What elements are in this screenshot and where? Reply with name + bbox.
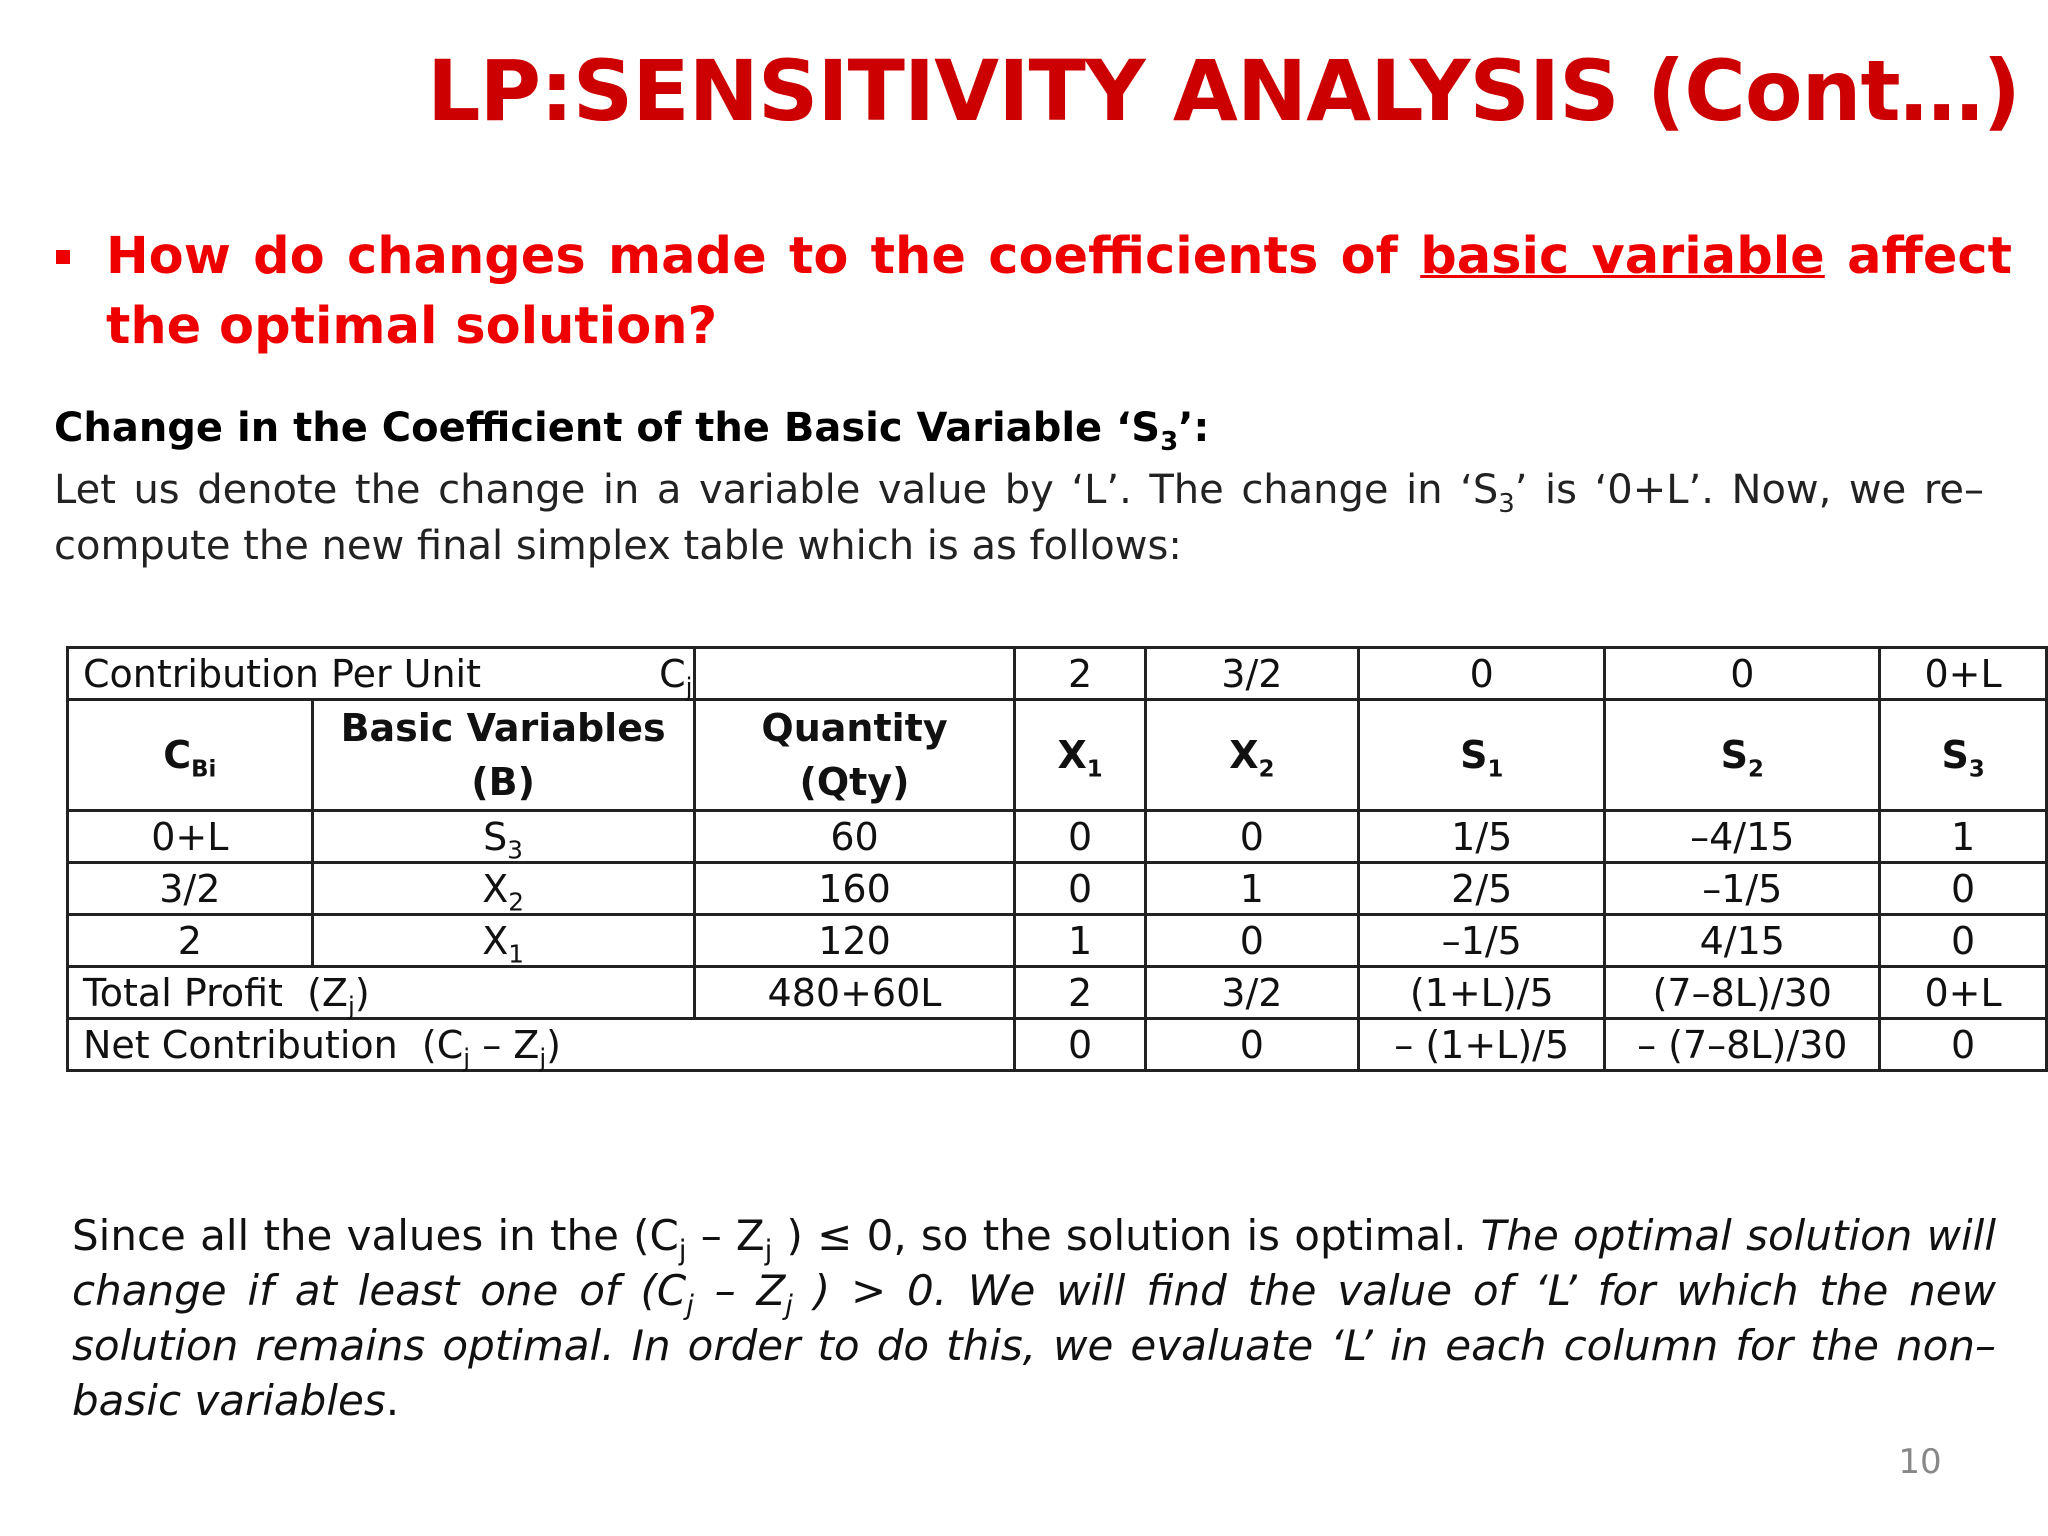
question-text xyxy=(106,222,2012,362)
table-row xyxy=(68,811,2047,863)
basic-sub: 1 xyxy=(508,939,524,969)
basic-line-1: Basic Variables xyxy=(340,706,666,750)
cell-basic xyxy=(312,811,694,863)
var-main: S xyxy=(1941,733,1969,777)
var-main: X xyxy=(1057,733,1087,777)
cj-label xyxy=(659,651,693,702)
tp-label-sub: j xyxy=(347,991,355,1021)
header-basic-variables xyxy=(312,700,694,811)
table-row-cj xyxy=(68,648,2047,700)
basic-sub: 2 xyxy=(508,887,524,917)
var-main: X xyxy=(1229,733,1259,777)
cell-value: 3/2 xyxy=(1145,967,1358,1019)
cell-value: 0 xyxy=(1880,915,2047,967)
header-x1 xyxy=(1015,700,1145,811)
cell-qty: 60 xyxy=(694,811,1015,863)
closing-i1: The optimal solution will change if at least one of (C xyxy=(72,1211,1996,1315)
subheading-subscript: 3 xyxy=(1160,427,1179,457)
cell-value: 0 xyxy=(1145,915,1358,967)
closing-s2: j xyxy=(764,1235,773,1267)
cell-value: 1 xyxy=(1880,811,2047,863)
tp-label-post: ) xyxy=(354,970,370,1015)
cell-value: (1+L)/5 xyxy=(1359,967,1605,1019)
basic-sub: 3 xyxy=(507,835,524,865)
cpu-label-cell xyxy=(68,648,695,700)
cpu-label: Contribution Per Unit xyxy=(83,651,482,696)
para-part-2: ’ is ‘0+L’. Now, we re–compute the new final simplex table which is as follows: xyxy=(54,467,1984,569)
qty-line-1: Quantity xyxy=(761,706,948,750)
cell-qty: 120 xyxy=(694,915,1015,967)
qty-line-2: (Qty) xyxy=(799,760,910,804)
cj-empty-cell xyxy=(694,648,1015,700)
cell-value: 1/5 xyxy=(1359,811,1605,863)
cell-value: – (1+L)/5 xyxy=(1359,1019,1605,1071)
net-contribution-label xyxy=(68,1019,1015,1071)
var-sub: 2 xyxy=(1258,756,1275,783)
closing-is2: j xyxy=(785,1290,793,1322)
nc-label-sub2: j xyxy=(539,1043,547,1073)
cell-value: 0 xyxy=(1145,1019,1358,1071)
intro-paragraph xyxy=(54,462,1984,574)
header-quantity xyxy=(694,700,1015,811)
closing-t2: – Z xyxy=(686,1211,765,1260)
header-s2 xyxy=(1605,700,1880,811)
table-row-total-profit xyxy=(68,967,2047,1019)
cell-value: 0 xyxy=(1015,1019,1145,1071)
question-underlined-term: basic variable xyxy=(1420,227,1825,286)
question-post: affect the optimal solution? xyxy=(106,227,2013,356)
closing-i2: – Z xyxy=(693,1266,786,1315)
cell-value: –1/5 xyxy=(1359,915,1605,967)
header-cbi xyxy=(68,700,313,811)
page-number: 10 xyxy=(1898,1442,1942,1482)
table-row-net-contribution xyxy=(68,1019,2047,1071)
subheading-end: ’: xyxy=(1178,405,1210,451)
basic-main: S xyxy=(483,814,508,859)
var-main: S xyxy=(1720,733,1749,777)
closing-t3: ) ≤ 0, so the solution is optimal. xyxy=(772,1211,1481,1260)
header-s3 xyxy=(1880,700,2047,811)
cell-cbi: 3/2 xyxy=(68,863,313,915)
cell-value: 0 xyxy=(1880,863,2047,915)
var-sub: 3 xyxy=(1968,756,1985,783)
simplex-table xyxy=(66,646,2048,1072)
section-subheading xyxy=(54,405,1210,457)
cell-basic xyxy=(312,863,694,915)
cell-value: 2 xyxy=(1015,967,1145,1019)
var-sub: 1 xyxy=(1487,756,1504,783)
nc-label-mid: – Z xyxy=(470,1022,540,1067)
cell-value: 0+L xyxy=(1880,967,2047,1019)
cell-value: –4/15 xyxy=(1605,811,1880,863)
total-profit-label xyxy=(68,967,695,1019)
cj-main: C xyxy=(659,651,686,696)
cell-value: 0 xyxy=(1015,863,1145,915)
subheading-text: Change in the Coefficient of the Basic Variable ‘S xyxy=(54,405,1161,451)
cell-value: 4/15 xyxy=(1605,915,1880,967)
cell-value: 1 xyxy=(1015,915,1145,967)
closing-t4: . xyxy=(385,1376,400,1425)
var-sub: 2 xyxy=(1748,756,1764,783)
para-subscript: 3 xyxy=(1498,489,1515,519)
cell-value: 2/5 xyxy=(1359,863,1605,915)
closing-is1: j xyxy=(686,1290,694,1322)
cbi-sub: Bi xyxy=(191,756,217,783)
cbi-main: C xyxy=(163,733,192,777)
question-pre: How do changes made to the coefficients of xyxy=(106,227,1421,286)
cj-value-s3: 0+L xyxy=(1880,648,2047,700)
slide-title: LP:SENSITIVITY ANALYSIS (Cont…) xyxy=(427,42,2020,140)
total-profit-qty: 480+60L xyxy=(694,967,1015,1019)
cell-value: 0 xyxy=(1145,811,1358,863)
basic-line-2: (B) xyxy=(471,760,535,804)
cj-value-x1: 2 xyxy=(1015,648,1145,700)
square-bullet-icon xyxy=(56,250,70,264)
cj-value-s2: 0 xyxy=(1605,648,1880,700)
cell-value: (7–8L)/30 xyxy=(1605,967,1880,1019)
cell-value: – (7–8L)/30 xyxy=(1605,1019,1880,1071)
table-row xyxy=(68,863,2047,915)
var-main: S xyxy=(1460,733,1488,777)
cj-value-x2: 3/2 xyxy=(1145,648,1358,700)
nc-label-sub1: j xyxy=(463,1043,471,1073)
cell-value: 0 xyxy=(1880,1019,2047,1071)
question-bullet xyxy=(56,222,2012,362)
cell-cbi: 0+L xyxy=(68,811,313,863)
cell-cbi: 2 xyxy=(68,915,313,967)
basic-main: X xyxy=(482,918,509,963)
header-s1 xyxy=(1359,700,1605,811)
para-part-1: Let us denote the change in a variable value by ‘L’. The change in ‘S xyxy=(54,467,1499,513)
cj-value-s1: 0 xyxy=(1359,648,1605,700)
basic-main: X xyxy=(482,866,509,911)
closing-paragraph xyxy=(72,1208,1996,1428)
nc-label-pre: Net Contribution (C xyxy=(83,1022,464,1067)
header-x2 xyxy=(1145,700,1358,811)
nc-label-post: ) xyxy=(546,1022,561,1067)
tp-label-pre: Total Profit (Z xyxy=(83,970,348,1015)
closing-i3: ) > 0. We will find the value of ‘L’ for which the new solution remains optimal. In order to do this, we evaluate ‘L’ in each column for the non–basic variables xyxy=(72,1266,1996,1425)
cell-value: –1/5 xyxy=(1605,863,1880,915)
closing-t1: Since all the values in the (C xyxy=(72,1211,679,1260)
cell-value: 0 xyxy=(1015,811,1145,863)
closing-s1: j xyxy=(678,1235,687,1267)
cell-value: 1 xyxy=(1145,863,1358,915)
var-sub: 1 xyxy=(1086,756,1103,783)
cj-sub: j xyxy=(685,672,693,702)
cell-qty: 160 xyxy=(694,863,1015,915)
table-row xyxy=(68,915,2047,967)
table-header-row xyxy=(68,700,2047,811)
cell-basic xyxy=(312,915,694,967)
